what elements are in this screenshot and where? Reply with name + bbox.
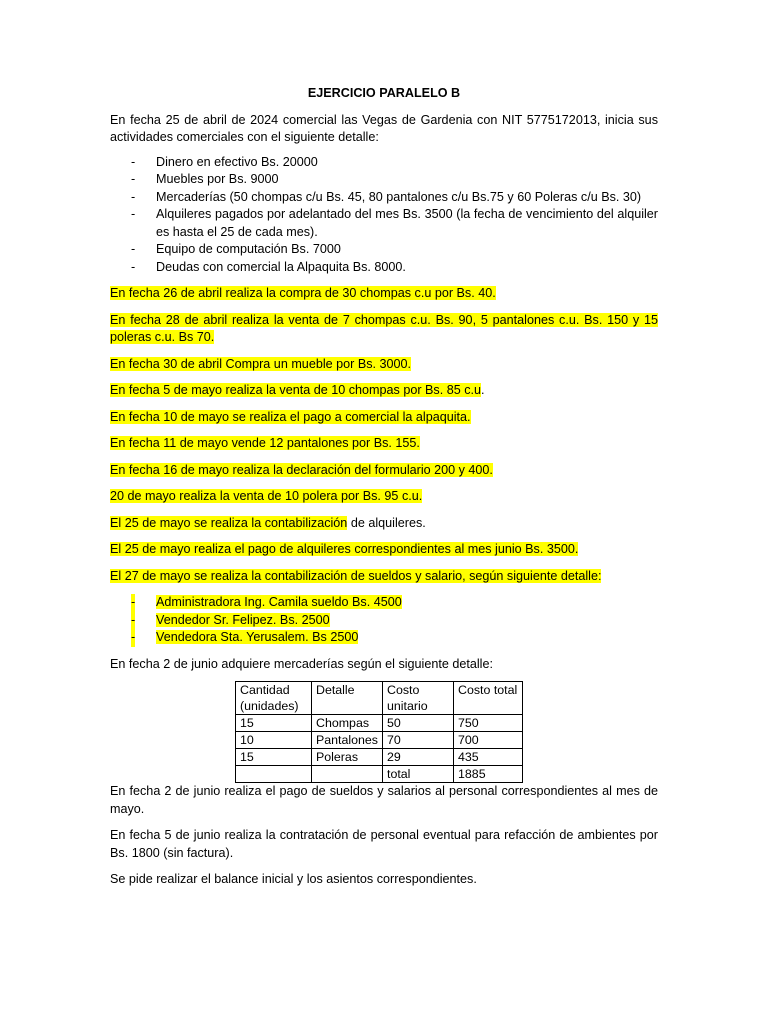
table-cell: 10 [236,732,312,749]
event-paragraph [110,356,658,374]
list-item [110,612,658,630]
highlighted-text: El 25 de mayo realiza el pago de alquileres correspondientes al mes junio Bs. 3500. [110,542,579,556]
event-paragraph [110,515,658,533]
table-header-row [236,682,523,715]
highlighted-text: En fecha 10 de mayo se realiza el pago a comercial la alpaquita. [110,409,471,424]
list-item [110,206,658,241]
table-cell: 15 [236,715,312,732]
document-title: EJERCICIO PARALELO B [307,86,461,100]
table-cell: 70 [383,732,454,749]
list-item-text: Vendedora Sta. Yerusalem. Bs 2500 [156,630,359,644]
table-cell: Chompas [312,715,383,732]
table-total-row [236,766,523,783]
table-cell: Poleras [312,749,383,766]
list-item-text: Equipo de computación Bs. 7000 [156,242,341,256]
list-item [110,189,658,207]
list-item [110,259,658,277]
highlighted-text: En fecha 5 de mayo realiza la venta de 10 chompas por Bs. 85 c.u [110,383,482,397]
table-cell: 29 [383,749,454,766]
highlighted-text: 20 de mayo realiza la venta de 10 polera por Bs. 95 c.u. [110,489,423,503]
dash-bullet: - [131,629,135,647]
salary-items-list [110,594,658,647]
event-paragraph [110,285,658,303]
event-paragraph [110,462,658,480]
dash-bullet: - [131,172,136,186]
list-item [110,629,658,647]
highlighted-text: El 27 de mayo se realiza la contabilización de sueldos y salario, según siguiente detalle: [110,568,602,583]
list-item [110,154,658,172]
list-item [110,594,658,612]
event-paragraph [110,488,658,506]
event-paragraph [110,541,658,559]
table-cell: 700 [454,732,523,749]
table-cell: 750 [454,715,523,732]
list-item-text: Deudas con comercial la Alpaquita Bs. 8000. [156,259,406,274]
table-header-cell: Costo unitario [383,682,454,715]
table-header-cell: Costo total [454,682,523,715]
dash-bullet: - [131,259,136,274]
table-cell [312,766,383,783]
event-paragraph [110,568,658,586]
purchase-intro: En fecha 2 de junio adquiere mercaderías según el siguiente detalle: [110,656,493,671]
plain-text: . [481,383,485,397]
list-item [110,171,658,189]
table-row [236,749,523,766]
highlighted-text: En fecha 28 de abril realiza la venta de 7 chompas c.u. Bs. 90, 5 pantalones c.u. Bs. 150 y 15 poleras c.u. Bs 70. [110,312,658,344]
intro-paragraph: En fecha 25 de abril de 2024 comercial las Vegas de Gardenia con NIT 5775172013, inicia sus actividades comerciales con el siguiente detalle: [110,112,658,144]
list-item-text: Muebles por Bs. 9000 [156,172,279,186]
table-row [236,715,523,732]
plain-text: de alquileres. [347,515,426,530]
event-paragraph [110,312,658,347]
table-row [236,732,523,749]
dash-bullet: - [131,154,136,169]
table-cell: 435 [454,749,523,766]
payment-paragraph: En fecha 2 de junio realiza el pago de sueldos y salarios al personal correspondientes al mes de mayo. [110,784,658,816]
dash-bullet: - [131,207,136,221]
table-cell: Pantalones [312,732,383,749]
table-cell [236,766,312,783]
dash-bullet: - [131,189,136,204]
table-cell: 50 [383,715,454,732]
list-item-text: Mercaderías (50 chompas c/u Bs. 45, 80 pantalones c/u Bs.75 y 60 Poleras c/u Bs. 30) [156,189,642,204]
hiring-paragraph: En fecha 5 de junio realiza la contratación de personal eventual para refacción de ambientes por Bs. 1800 (sin factura). [110,828,658,860]
dash-bullet: - [131,242,136,256]
closing-paragraph: Se pide realizar el balance inicial y los asientos correspondientes. [110,872,477,886]
dash-bullet: - [131,594,135,612]
table-cell: total [383,766,454,783]
highlighted-text: En fecha 26 de abril realiza la compra de 30 chompas c.u por Bs. 40. [110,286,496,300]
document-page [110,85,658,889]
dash-bullet: - [131,612,135,630]
event-paragraph [110,409,658,427]
list-item [110,241,658,259]
table-header-cell: Detalle [312,682,383,715]
initial-items-list [110,154,658,277]
highlighted-text: En fecha 30 de abril Compra un mueble por Bs. 3000. [110,356,412,371]
list-item-text: Alquileres pagados por adelantado del mes Bs. 3500 (la fecha de vencimiento del alquiler es hasta el 25 de cada mes). [156,207,658,239]
list-item-text: Administradora Ing. Camila sueldo Bs. 4500 [156,595,402,609]
list-item-text: Vendedor Sr. Felipez. Bs. 2500 [156,612,330,627]
event-paragraph [110,382,658,400]
highlighted-text: El 25 de mayo se realiza la contabilización [110,515,348,530]
highlighted-text: En fecha 16 de mayo realiza la declaración del formulario 200 y 400. [110,462,493,477]
list-item-text: Dinero en efectivo Bs. 20000 [156,154,318,169]
table-header-cell: Cantidad (unidades) [236,682,312,715]
purchase-table [235,681,523,783]
table-cell: 15 [236,749,312,766]
table-cell: 1885 [454,766,523,783]
event-paragraph [110,435,658,453]
highlighted-text: En fecha 11 de mayo vende 12 pantalones por Bs. 155. [110,436,420,450]
